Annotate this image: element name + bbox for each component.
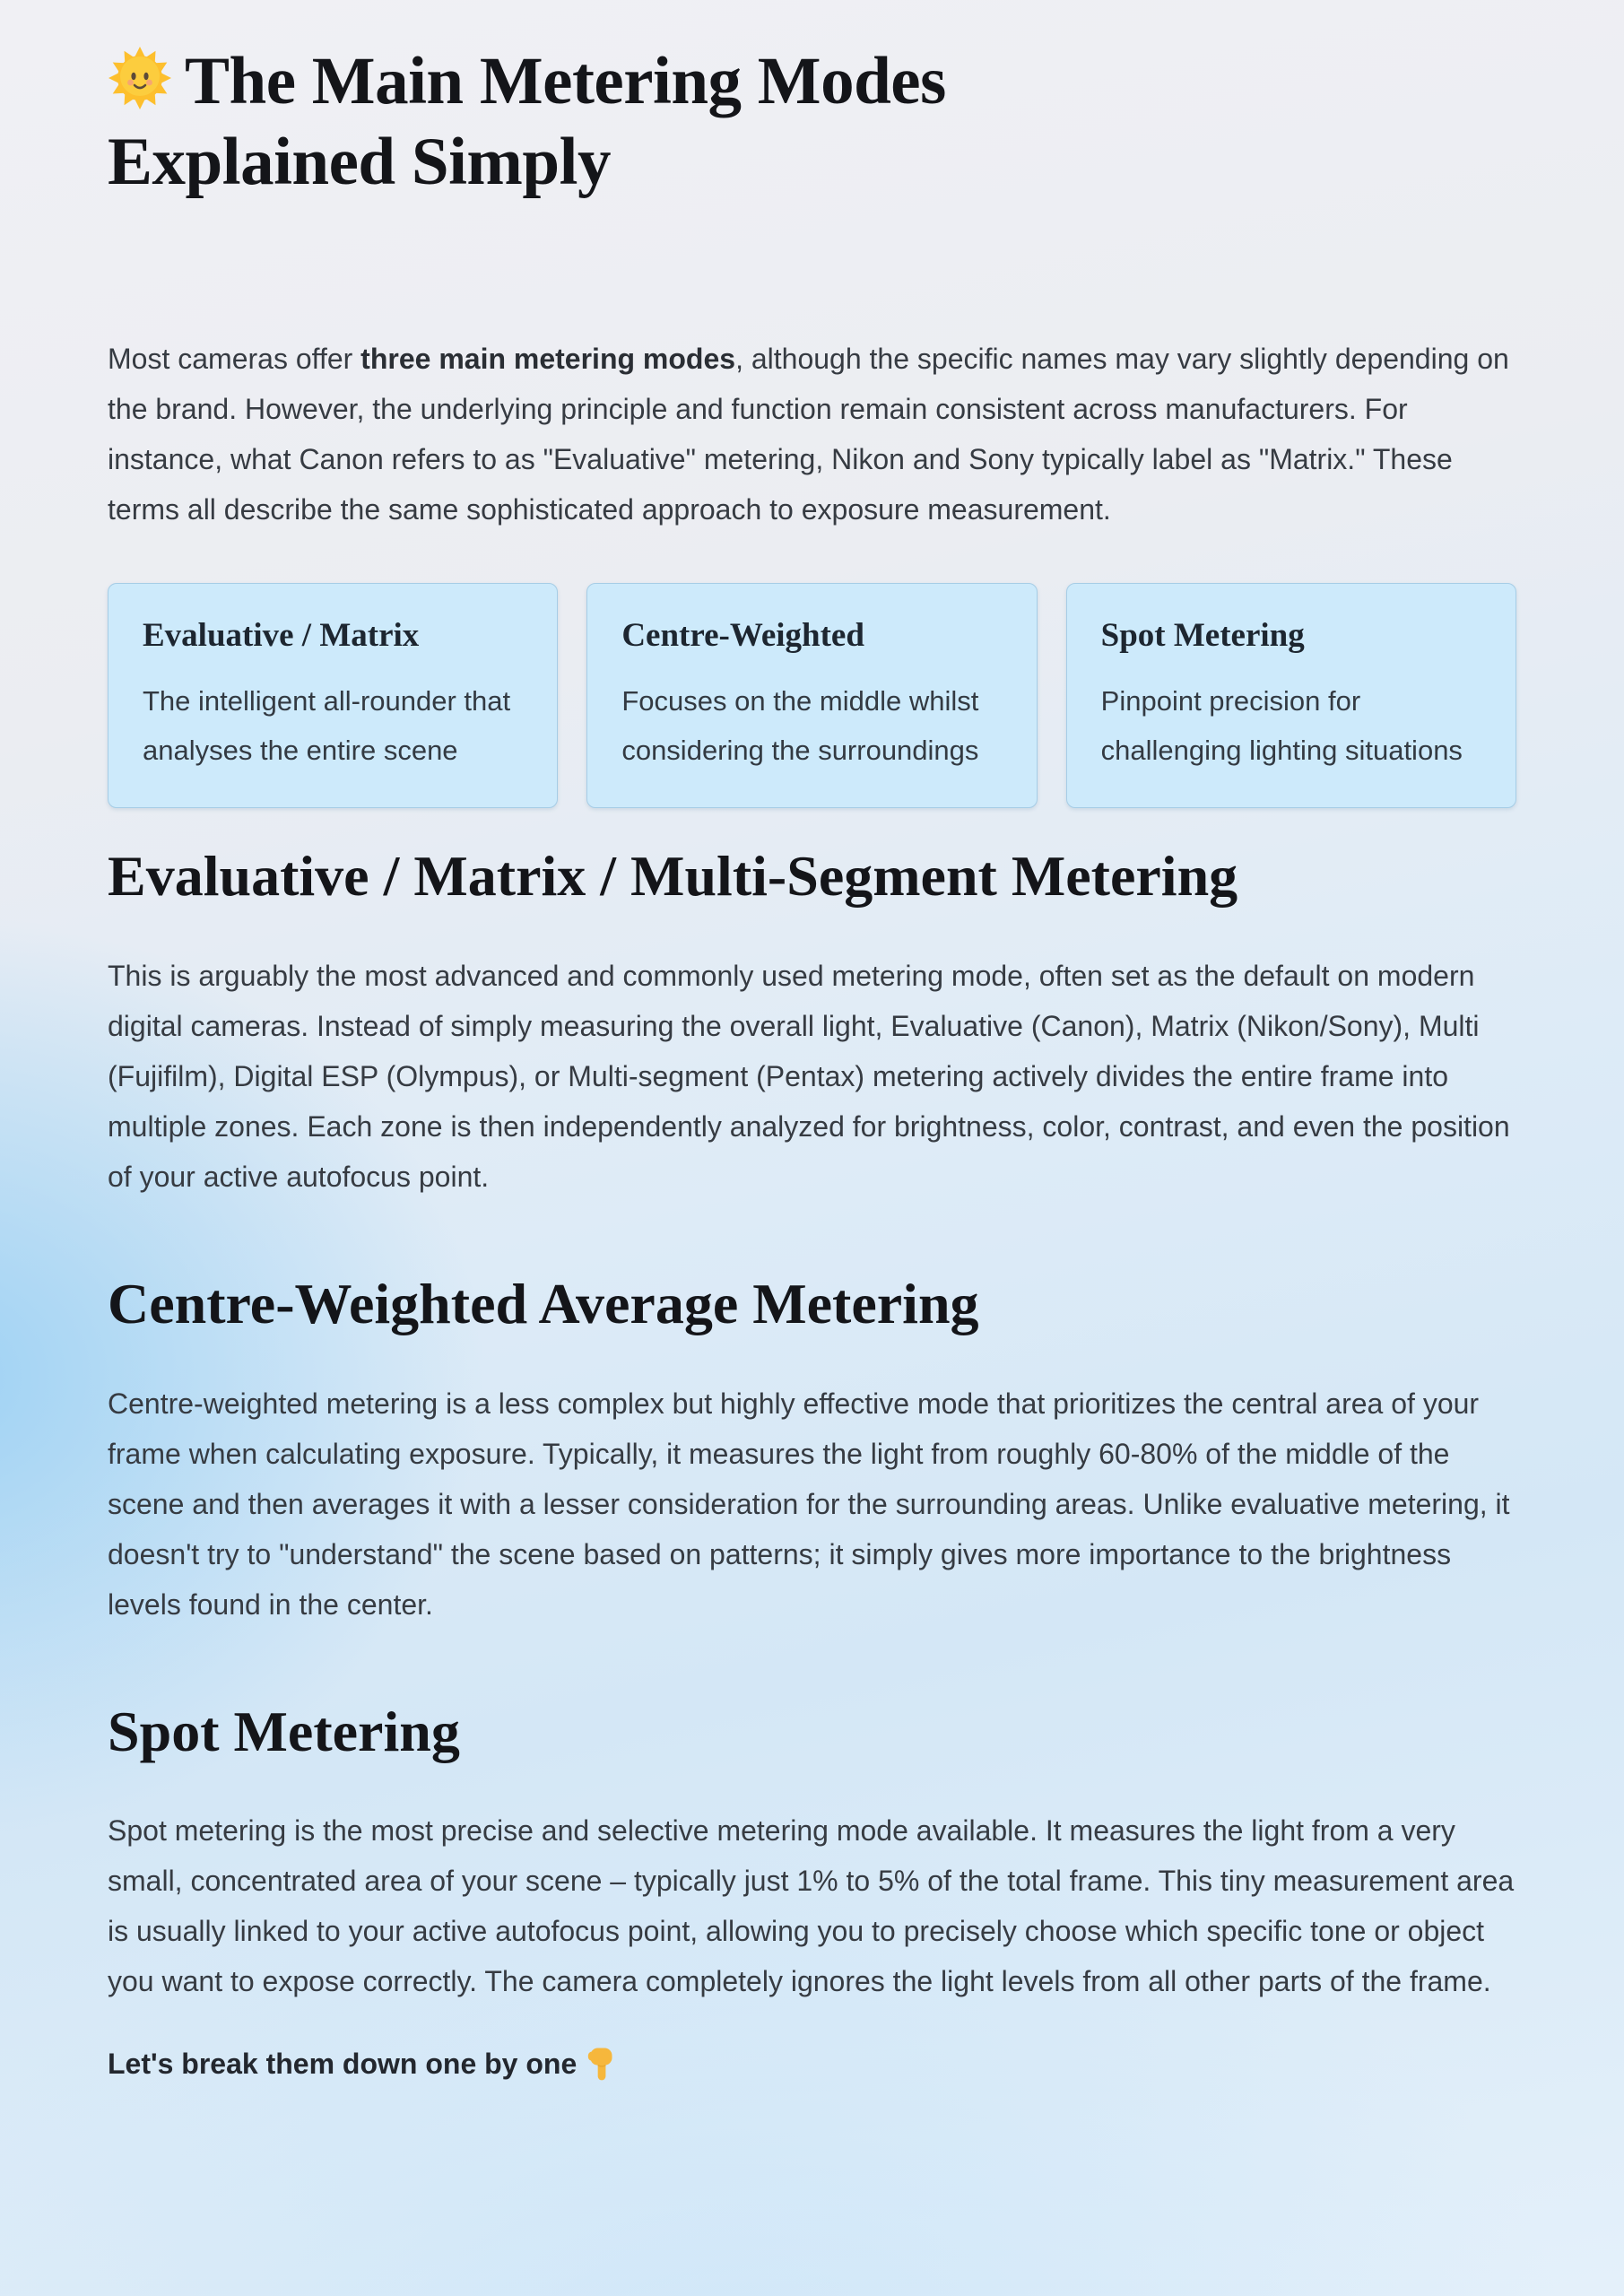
section-heading: Evaluative / Matrix / Multi-Segment Metering <box>108 844 1238 908</box>
card-spot-metering <box>1066 583 1516 808</box>
card-description: Focuses on the middle whilst considering the surroundings <box>621 685 979 766</box>
outro-text: Let's break them down one by one <box>108 2048 578 2081</box>
card-title: Evaluative / Matrix <box>143 617 420 654</box>
card-title: Centre-Weighted <box>621 617 864 654</box>
page-title-text-line1: The Main Metering Modes <box>185 44 946 118</box>
section-body: Spot metering is the most precise and selective metering mode available. It measures the light from a very small, concentrated area of your scene – typically just 1% to 5% of the total frame. This tiny measurement area is usually linked to your active autofocus point, allowing you to precisely choose which specific tone or object you want to expose correctly. The camera completely ignores the light levels from all other parts of the frame. <box>108 1814 1515 1998</box>
section-body: Centre-weighted metering is a less complex but highly effective mode that prioritizes the central area of your frame when calculating exposure. Typically, it measures the light from roughly 60-80% of the middle of the scene and then averages it with a lesser consideration for the surrounding areas. Unlike evaluative metering, it doesn't try to "understand" the scene based on patterns; it simply gives more importance to the brightness levels found in the center. <box>108 1387 1510 1621</box>
section-evaluative-matrix <box>108 842 1516 1202</box>
intro-bold-text: three main metering modes <box>360 343 736 375</box>
pointing-down-emoji-icon <box>586 2046 616 2082</box>
section-heading: Spot Metering <box>108 1699 460 1763</box>
section-spot-metering <box>108 1698 1516 2007</box>
section-centre-weighted <box>108 1270 1516 1630</box>
card-title: Spot Metering <box>1100 617 1305 654</box>
card-evaluative-matrix <box>108 583 558 808</box>
card-description: Pinpoint precision for challenging lighting situations <box>1100 685 1463 766</box>
page-title <box>108 41 1516 203</box>
page-title-line2: Explained Simply <box>108 125 611 199</box>
card-description: The intelligent all-rounder that analyses the entire scene <box>143 685 511 766</box>
outro-line <box>108 2046 1516 2082</box>
metering-modes-card-row <box>108 583 1516 808</box>
intro-text-before: Most cameras offer <box>108 343 361 375</box>
section-body: This is arguably the most advanced and commonly used metering mode, often set as the default on modern digital cameras. Instead of simply measuring the overall light, Evaluative (Canon), Matrix (Nikon/Sony), Multi (Fujifilm), Digital ESP (Olympus), or Multi-segment (Pentax) metering actively divides the entire frame into multiple zones. Each zone is then independently analyzed for brightness, color, contrast, and even the position of your active autofocus point. <box>108 959 1510 1193</box>
intro-paragraph <box>108 334 1516 535</box>
intro-text-after: , although the specific names may vary slightly depending on the brand. However, the underlying principle and function remain consistent across manufacturers. For instance, what Canon refers to as "Evaluative" metering, Nikon and Sony typically label as "Matrix." These terms all describe the same sophisticated approach to exposure measurement. <box>108 343 1509 526</box>
card-centre-weighted <box>586 583 1037 808</box>
sun-with-face-emoji-icon <box>108 46 172 110</box>
section-heading: Centre-Weighted Average Metering <box>108 1271 979 1335</box>
page-title-line1 <box>108 41 1516 122</box>
